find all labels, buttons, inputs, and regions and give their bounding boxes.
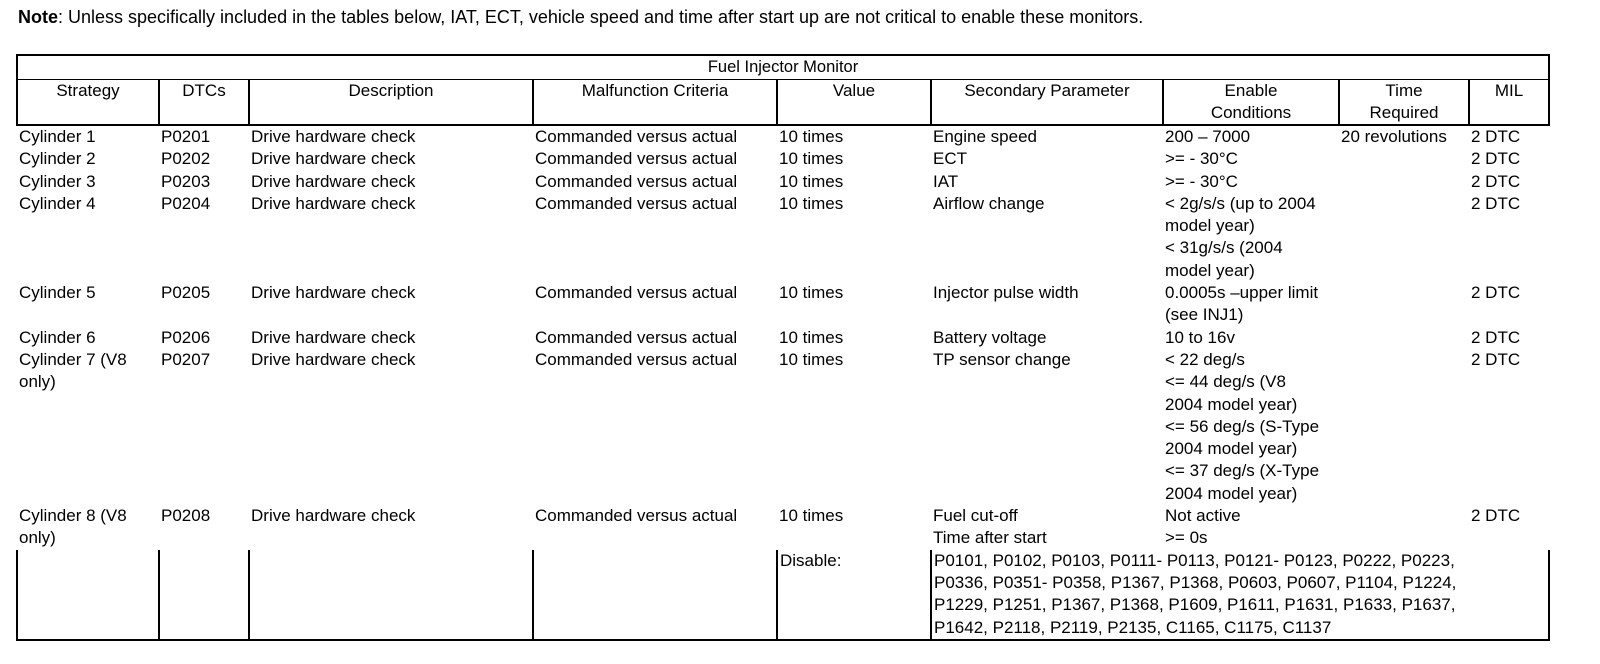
cell-mil: 2 DTC: [1471, 149, 1521, 169]
cell-description: Drive hardware check: [251, 506, 416, 526]
cell-time-required: [1339, 193, 1469, 282]
cell-mil: 2 DTC: [1471, 349, 1521, 369]
cell-strategy: Cylinder 1: [19, 127, 96, 146]
cell-value: 10 times: [779, 506, 844, 526]
cell-malfunction-criteria: Commanded versus actual: [535, 349, 738, 369]
cell-value: 10 times: [779, 349, 844, 369]
cell-malfunction-criteria: Commanded versus actual: [535, 171, 738, 191]
cell-secondary-parameter: Engine speed: [933, 127, 1037, 146]
cell-strategy: Cylinder 3: [19, 171, 96, 191]
table-title: Fuel Injector Monitor: [17, 55, 1549, 80]
table-row: [17, 349, 1549, 505]
cell-mil: 2 DTC: [1471, 171, 1521, 191]
cell-description: Drive hardware check: [251, 127, 416, 146]
disable-row: [17, 550, 1549, 640]
header-value: Value: [777, 80, 931, 126]
cell-malfunction-criteria: Commanded versus actual: [535, 127, 738, 146]
header-description: Description: [249, 80, 533, 126]
cell-value: 10 times: [779, 193, 844, 213]
cell-secondary-parameter: TP sensor change: [933, 349, 1071, 369]
cell-time-required: [1339, 148, 1469, 170]
header-mil: MIL: [1469, 80, 1549, 126]
cell-enable-conditions: >= - 30°C: [1165, 171, 1238, 191]
cell-secondary-parameter: Airflow change: [933, 193, 1045, 213]
cell-malfunction-criteria: Commanded versus actual: [535, 149, 738, 169]
cell-time-required: [1339, 282, 1469, 327]
header-strategy: Strategy: [17, 80, 159, 126]
cell-mil: 2 DTC: [1471, 193, 1521, 213]
cell-enable-conditions: < 22 deg/s <= 44 deg/s (V8 2004 model year) <= 56 deg/s (S-Type 2004 model year) <= 37 deg/s (X-Type 2004 model year): [1165, 349, 1320, 503]
cell-description: Drive hardware check: [251, 283, 416, 303]
cell-time-required: [1339, 327, 1469, 349]
cell-dtc: P0208: [161, 506, 211, 526]
cell-description: Drive hardware check: [251, 193, 416, 213]
table-row: [17, 505, 1549, 550]
cell-time-required: [1339, 349, 1469, 505]
cell-mil: 2 DTC: [1471, 327, 1521, 347]
cell-enable-conditions: < 2g/s/s (up to 2004 model year) < 31g/s/s (2004 model year): [1165, 193, 1316, 280]
cell-dtc: P0205: [161, 283, 211, 303]
cell-strategy: Cylinder 6: [19, 327, 96, 347]
cell-description: Drive hardware check: [251, 171, 416, 191]
header-dtcs: DTCs: [159, 80, 249, 126]
table-row: [17, 327, 1549, 349]
cell-secondary-parameter: IAT: [933, 171, 959, 191]
cell-description: Drive hardware check: [251, 149, 416, 169]
cell-value: 10 times: [779, 171, 844, 191]
cell-value: 10 times: [779, 327, 844, 347]
cell-enable-conditions: >= - 30°C: [1165, 149, 1238, 169]
cell-enable-conditions: 200 – 7000: [1165, 127, 1251, 146]
header-enable-conditions: Enable Conditions: [1163, 80, 1339, 126]
table-row: [17, 193, 1549, 282]
cell-secondary-parameter: ECT: [933, 149, 967, 169]
table-row: [17, 125, 1549, 148]
cell-secondary-parameter: Battery voltage: [933, 327, 1047, 347]
cell-time-required: 20 revolutions: [1341, 127, 1447, 146]
cell-mil: 2 DTC: [1471, 127, 1521, 146]
table-row: [17, 171, 1549, 193]
cell-dtc: P0201: [161, 127, 211, 146]
cell-dtc: P0204: [161, 193, 211, 213]
disable-codes: P0101, P0102, P0103, P0111- P0113, P0121- P0123, P0222, P0223, P0336, P0351- P0358, P1367, P1368, P0603, P0607, P1104, P1224, P1229, P1251, P1367, P1368, P1609, P1611, P1631, P1633, P1637, P1642, P2118, P2119, P2135, C1165, C1175, C1137: [931, 550, 1549, 640]
header-time-required: Time Required: [1339, 80, 1469, 126]
cell-malfunction-criteria: Commanded versus actual: [535, 283, 738, 303]
cell-description: Drive hardware check: [251, 349, 416, 369]
cell-secondary-parameter: Fuel cut-off Time after start: [933, 506, 1047, 548]
cell-strategy: Cylinder 4: [19, 193, 96, 213]
header-row: [17, 80, 1549, 126]
table-row: [17, 282, 1549, 327]
cell-value: 10 times: [779, 127, 844, 146]
header-secondary-parameter: Secondary Parameter: [931, 80, 1163, 126]
cell-time-required: [1339, 505, 1469, 550]
cell-strategy: Cylinder 8 (V8 only): [19, 506, 127, 548]
cell-dtc: P0203: [161, 171, 211, 191]
cell-time-required: [1339, 171, 1469, 193]
cell-value: 10 times: [779, 149, 844, 169]
cell-strategy: Cylinder 5: [19, 283, 96, 303]
cell-secondary-parameter: Injector pulse width: [933, 283, 1079, 303]
cell-malfunction-criteria: Commanded versus actual: [535, 327, 738, 347]
cell-strategy: Cylinder 7 (V8 only): [19, 349, 127, 392]
cell-malfunction-criteria: Commanded versus actual: [535, 506, 738, 526]
cell-malfunction-criteria: Commanded versus actual: [535, 193, 738, 213]
cell-dtc: P0207: [161, 349, 211, 369]
cell-value: 10 times: [779, 283, 844, 303]
header-malfunction-criteria: Malfunction Criteria: [533, 80, 777, 126]
cell-strategy: Cylinder 2: [19, 149, 96, 169]
cell-dtc: P0202: [161, 149, 211, 169]
table-row: [17, 148, 1549, 170]
cell-mil: 2 DTC: [1471, 283, 1521, 303]
cell-enable-conditions: 10 to 16v: [1165, 327, 1235, 347]
cell-description: Drive hardware check: [251, 327, 416, 347]
disable-label: Disable:: [777, 550, 931, 640]
cell-enable-conditions: 0.0005s –upper limit (see INJ1): [1165, 283, 1319, 325]
note-paragraph: [18, 6, 1143, 28]
cell-mil: 2 DTC: [1471, 506, 1521, 526]
cell-dtc: P0206: [161, 327, 211, 347]
cell-enable-conditions: Not active >= 0s: [1165, 506, 1241, 548]
note-label: Note: [18, 7, 58, 27]
note-text: : Unless specifically included in the tables below, IAT, ECT, vehicle speed and time after start up are not critical to enable these monitors.: [58, 7, 1144, 27]
fuel-injector-monitor-table: [16, 54, 1550, 641]
